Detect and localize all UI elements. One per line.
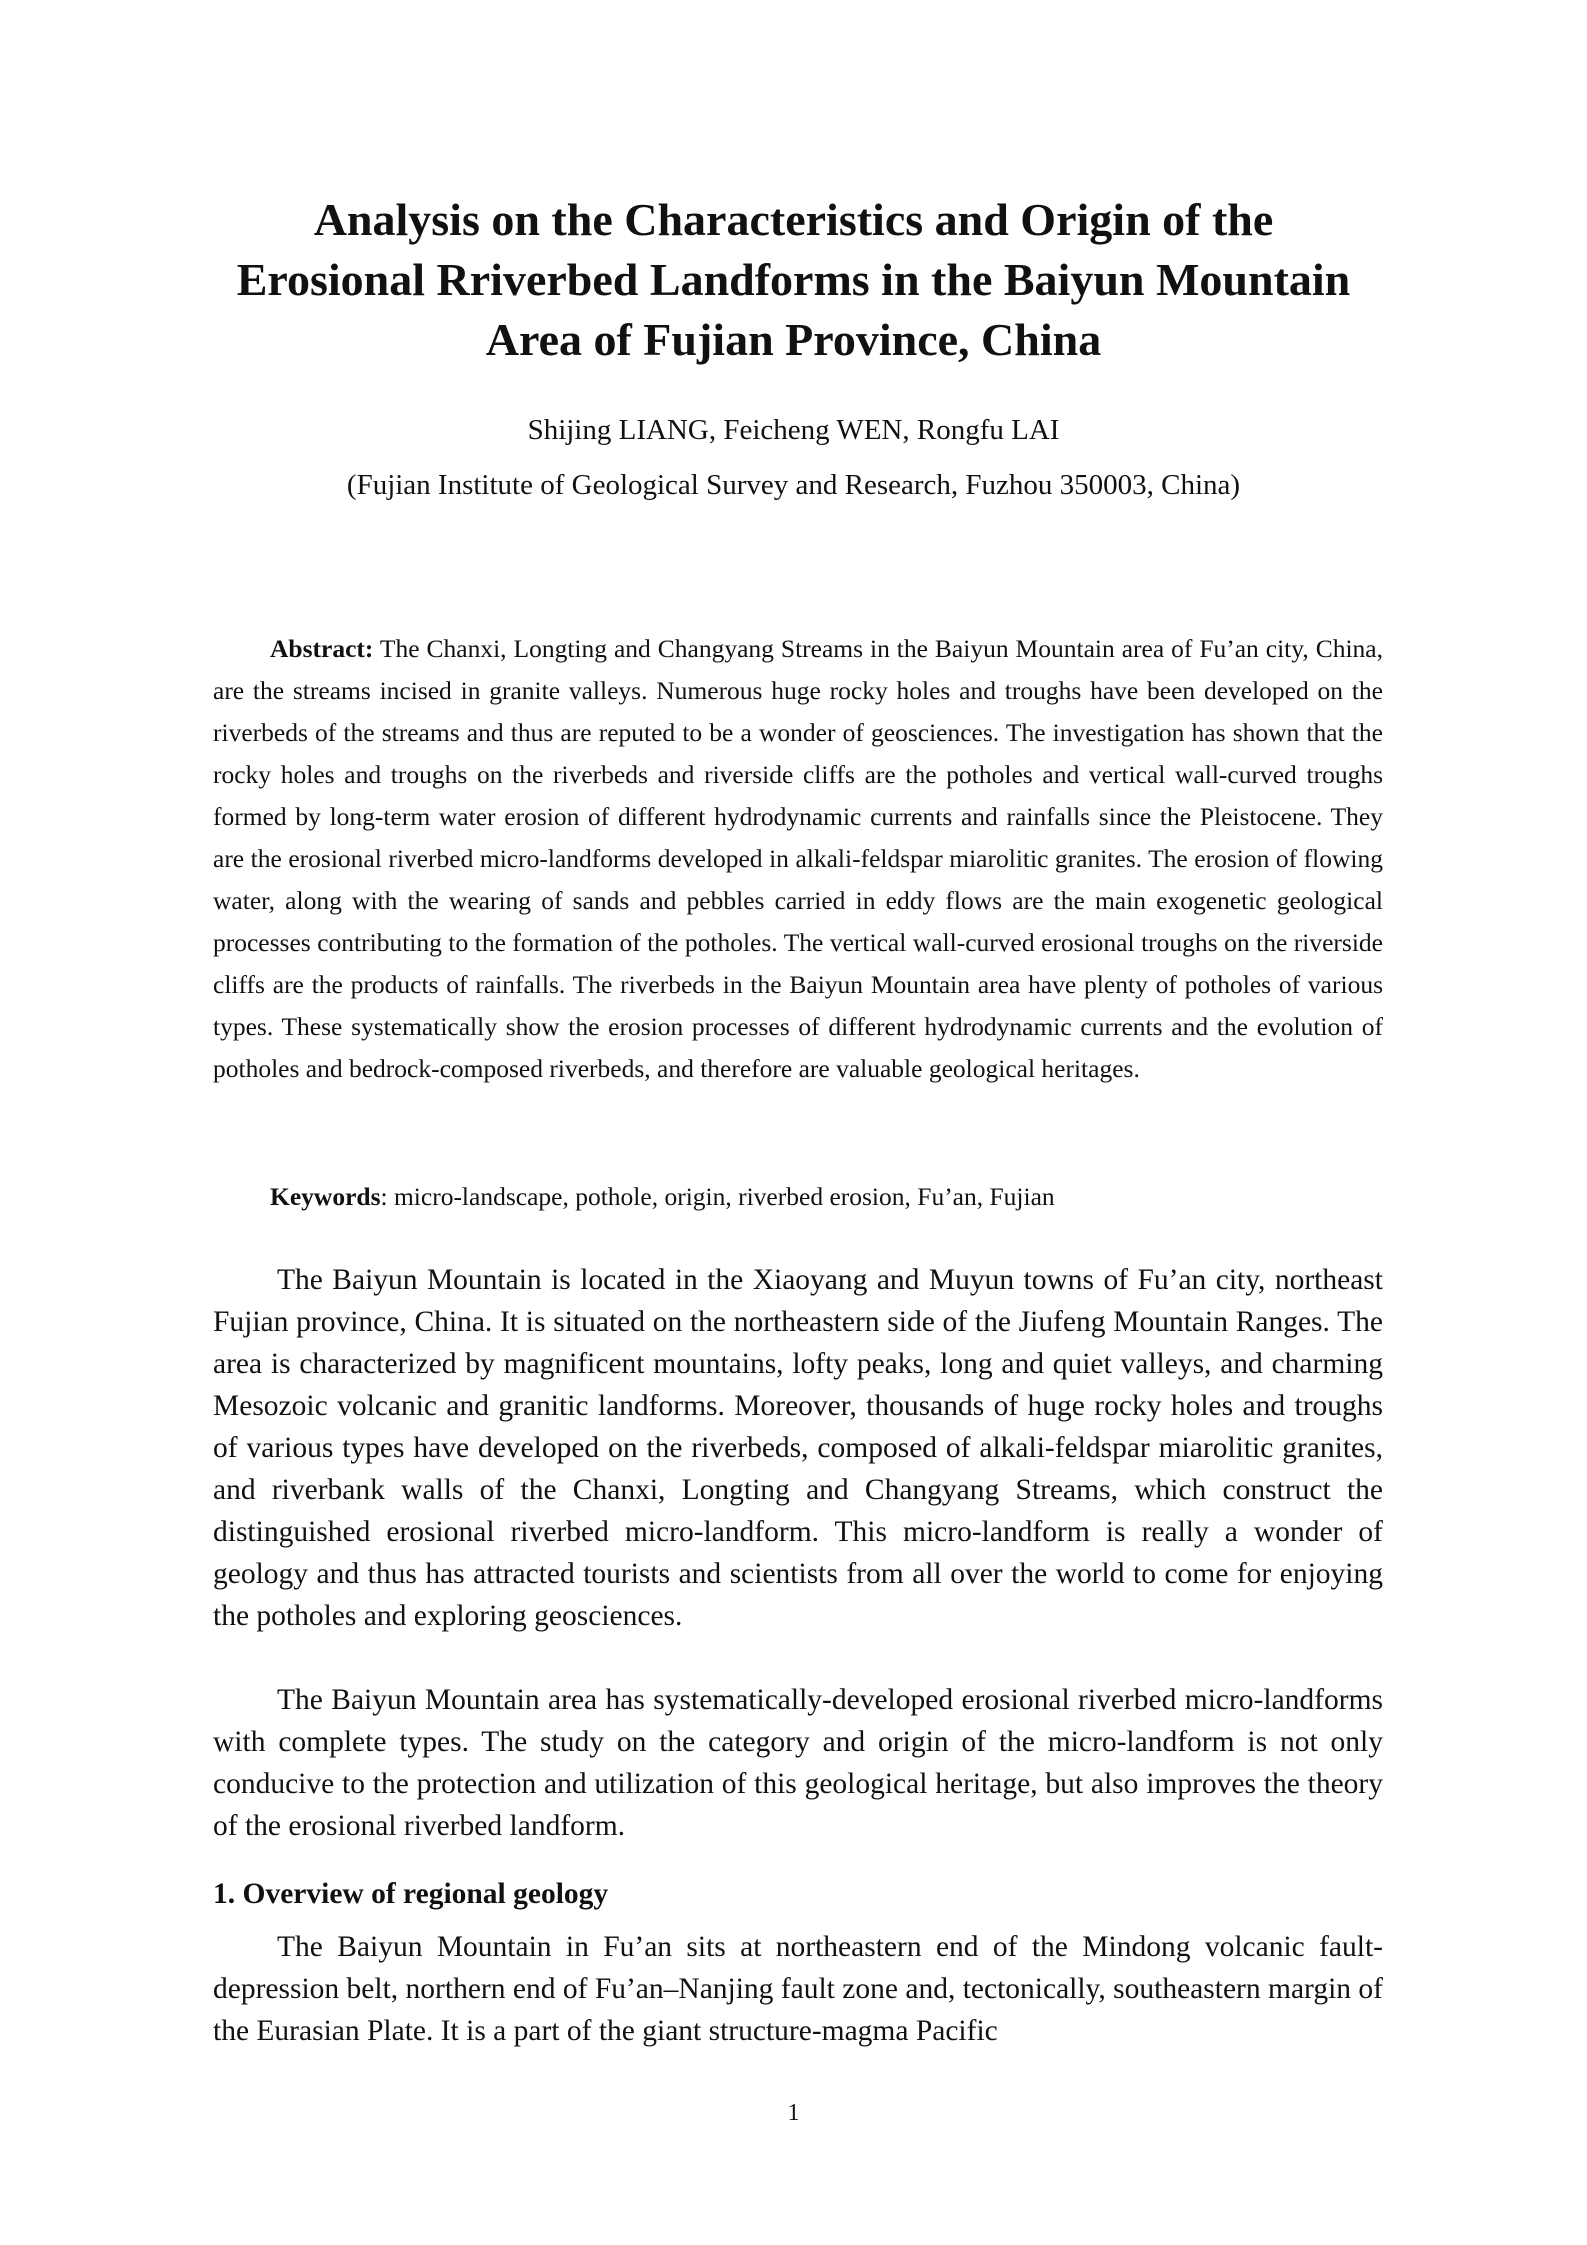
author-list: Shijing LIANG, Feicheng WEN, Rongfu LAI [527,414,1060,446]
keywords-label: Keywords [270,1182,381,1211]
title-line-3: Area of Fujian Province, China [485,314,1102,365]
paper-title [150,190,1437,370]
body-paragraph-1: The Baiyun Mountain is located in the Xiaoyang and Muyun towns of Fu’an city, northeast Fujian province, China. It is situated on the northeastern side of the Jiufeng Mountain Ranges. The area is characterized by magnificent mountains, lofty peaks, long and quiet valleys, and charming Mesozoic volcanic and granitic landforms. Moreover, thousands of huge rocky holes and troughs of various types have developed on the riverbeds, composed of alkali-feldspar miarolitic granites, and riverbank walls of the Chanxi, Longting and Changyang Streams, which construct the distinguished erosional riverbed micro-landform. This micro-landform is really a wonder of geology and thus has attracted tourists and scientists from all over the world to come for enjoying the potholes and exploring geosciences. [213,1264,1383,1632]
keywords-text: : micro-landscape, pothole, origin, riverbed erosion, Fu’an, Fujian [380,1182,1055,1211]
section-heading-1: 1. Overview of regional geology [213,1878,609,1910]
page-number: 1 [787,2100,800,2126]
abstract [213,628,1383,1090]
body-paragraph-2: The Baiyun Mountain area has systematically-developed erosional riverbed micro-landforms with complete types. The study on the category and origin of the micro-landform is not only conducive to the protection and utilization of this geological heritage, but also improves the theory of the erosional riverbed landform. [213,1684,1383,1842]
body-paragraph-3: The Baiyun Mountain in Fu’an sits at northeastern end of the Mindong volcanic fault-depression belt, northern end of Fu’an–Nanjing fault zone and, tectonically, southeastern margin of the Eurasian Plate. It is a part of the giant structure-magma Pacific [213,1931,1383,2047]
abstract-label: Abstract: [270,634,374,663]
abstract-text: The Chanxi, Longting and Changyang Streams in the Baiyun Mountain area of Fu’an city, China, are the streams incised in granite valleys. Numerous huge rocky holes and troughs have been developed on the riverbeds of the streams and thus are reputed to be a wonder of geosciences. The investigation has shown that the rocky holes and troughs on the riverbeds and riverside cliffs are the potholes and vertical wall-curved troughs formed by long-term water erosion of different hydrodynamic currents and rainfalls since the Pleistocene. They are the erosional riverbed micro-landforms developed in alkali-feldspar miarolitic granites. The erosion of flowing water, along with the wearing of sands and pebbles carried in eddy flows are the main exogenetic geological processes contributing to the formation of the potholes. The vertical wall-curved erosional troughs on the riverside cliffs are the products of rainfalls. The riverbeds in the Baiyun Mountain area have plenty of potholes of various types. These systematically show the erosion processes of different hydrodynamic currents and the evolution of potholes and bedrock-composed riverbeds, and therefore are valuable geological heritages. [213,634,1383,1083]
author-affiliation: (Fujian Institute of Geological Survey and Research, Fuzhou 350003, China) [346,469,1241,501]
keywords [213,1176,1383,1218]
title-line-2: Erosional Rriverbed Landforms in the Baiyun Mountain [236,254,1351,305]
title-line-1: Analysis on the Characteristics and Origin of the [313,194,1274,245]
